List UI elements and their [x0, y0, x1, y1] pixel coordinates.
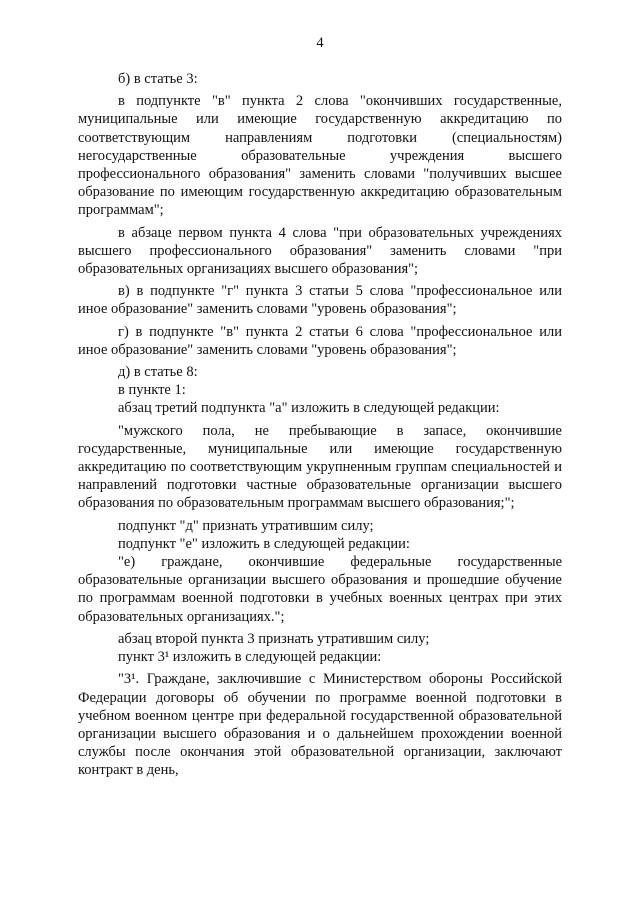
paragraph: б) в статье 3:	[118, 71, 198, 87]
paragraph: г) в подпункте "в" пункта 2 статьи 6 слова "профессиональное или иное образование" заменить словами "уровень образования";	[78, 323, 562, 358]
paragraph: "мужского пола, не пребывающие в запасе, окончившие государственные, муниципальные или имеющие государственную аккредитацию по соответствующим укрупненным группам специальностей и направлений подготовки частные образовательные организации высшего образования по образовательным программам высшего образования;";	[78, 422, 562, 512]
page-number: 4	[316, 35, 324, 51]
paragraph: "3¹. Граждане, заключившие с Министерством обороны Российской Федерации договоры об обучении по программе военной подготовки в учебном военном центре при федеральной государственной образовательной организации высшего образования и о дальнейшем прохождении военной службы после окончания этой образовательной организации, заключают контракт в день,	[78, 671, 562, 779]
paragraph: пункт 3¹ изложить в следующей редакции:	[118, 649, 382, 666]
paragraph: в пункте 1:	[118, 382, 186, 399]
paragraph: "е) граждане, окончившие федеральные государственные образовательные организации высшего образования и прошедшие обучение по программам военной подготовки в учебных военных центрах при этих образовательных организациях.";	[78, 554, 562, 625]
paragraph: в подпункте "в" пункта 2 слова "окончивших государственные, муниципальные или имеющие государственную аккредитацию по соответствующим направлениям подготовки (специальностям) негосударственные образовательные учреждения высшего профессионального образования" заменить словами "получивших высшее образование по имеющим государственную аккредитацию образовательным программам";	[78, 93, 562, 219]
paragraph: подпункт "д" признать утратившим силу;	[118, 517, 374, 534]
paragraph: д) в статье 8:	[118, 364, 198, 381]
paragraph: подпункт "е" изложить в следующей редакции:	[118, 535, 410, 552]
paragraph: абзац третий подпункта "а" изложить в следующей редакции:	[118, 400, 500, 417]
paragraph: в абзаце первом пункта 4 слова "при образовательных учреждениях высшего профессионального образования" заменить словами "при образовательных организациях высшего образования";	[78, 224, 562, 278]
paragraph: в) в подпункте "г" пункта 3 статьи 5 слова "профессиональное или иное образование" заменить словами "уровень образования";	[78, 283, 562, 318]
paragraph: абзац второй пункта 3 признать утратившим силу;	[118, 630, 430, 647]
document-body	[78, 70, 562, 780]
